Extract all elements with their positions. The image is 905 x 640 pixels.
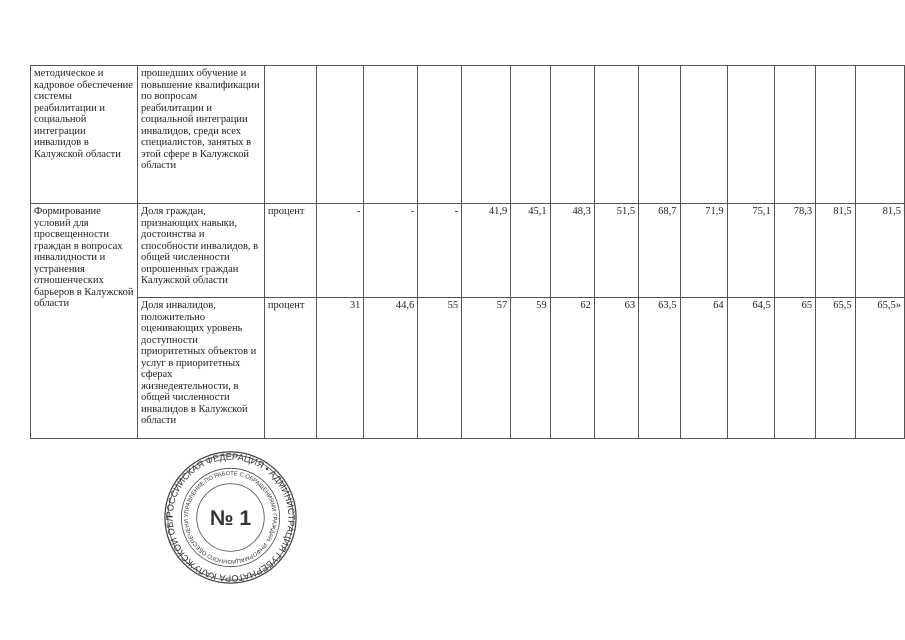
value-cell: 48,3: [550, 204, 594, 298]
value-cell: 64: [680, 298, 727, 439]
unit-cell: процент: [264, 204, 316, 298]
value-cell: -: [418, 204, 462, 298]
category-cell: Формирование условий для просвещенности граждан в вопросах инвалидности и устранения отношенческих барьеров в Калужской области: [31, 204, 138, 439]
value-cell: 81,5: [816, 204, 855, 298]
value-cell: 41,9: [462, 204, 511, 298]
value-cell: 57: [462, 298, 511, 439]
indicator-cell: Доля граждан, признающих навыки, достоинства и способности инвалидов, в общей численности опрошенных граждан Калужской области: [138, 204, 265, 298]
seal-inner-text: УПРАВЛЕНИЕ ПО РАБОТЕ С ОБРАЩЕНИЯМИ ГРАЖДАН, ИНФОРМАЦИОННОГО ОБЕСПЕЧЕНИ: [184, 471, 277, 564]
indicators-table: [30, 65, 905, 439]
value-cell: 65: [774, 298, 815, 439]
value-cell: 65,5»: [855, 298, 904, 439]
value-cell: 63,5: [639, 298, 680, 439]
value-cell: 31: [316, 298, 364, 439]
value-cell: -: [316, 204, 364, 298]
value-cell: 44,6: [364, 298, 418, 439]
seal-number: № 1: [209, 507, 252, 531]
value-cell: 62: [550, 298, 594, 439]
value-cell: 78,3: [774, 204, 815, 298]
value-cell: 63: [594, 298, 638, 439]
indicator-cell: прошедших обучение и повышение квалификации по вопросам реабилитации и социальной интеграции инвалидов, среди всех специалистов, занятых в этой сфере в Калужской области: [138, 66, 265, 204]
value-cell: 75,1: [727, 204, 774, 298]
value-cell: 71,9: [680, 204, 727, 298]
value-cell: 64,5: [727, 298, 774, 439]
value-cell: 55: [418, 298, 462, 439]
indicator-cell: Доля инвалидов, положительно оценивающих уровень доступности приоритетных объектов и услуг в приоритетных сферах жизнедеятельности, в общей численности инвалидов в Калужской области: [138, 298, 265, 439]
seal-outer-text: РОССИЙСКАЯ ФЕДЕРАЦИЯ • АДМИНИСТРАЦИЯ ГУБЕРНАТОРА КАЛУЖСКОЙ ОБЛ: [164, 451, 297, 584]
value-cell: 68,7: [639, 204, 680, 298]
value-cell: 81,5: [855, 204, 904, 298]
category-cell: методическое и кадровое обеспечение системы реабилитации и социальной интеграции инвалидов в Калужской области: [31, 66, 138, 204]
value-cell: 45,1: [511, 204, 550, 298]
table-row: [31, 298, 905, 439]
official-seal: [163, 450, 298, 585]
table-row: [31, 204, 905, 298]
table-row: [31, 66, 905, 204]
value-cell: 59: [511, 298, 550, 439]
value-cell: 65,5: [816, 298, 855, 439]
value-cell: -: [364, 204, 418, 298]
seal-graphic: [163, 450, 298, 585]
unit-cell: процент: [264, 298, 316, 439]
value-cell: 51,5: [594, 204, 638, 298]
